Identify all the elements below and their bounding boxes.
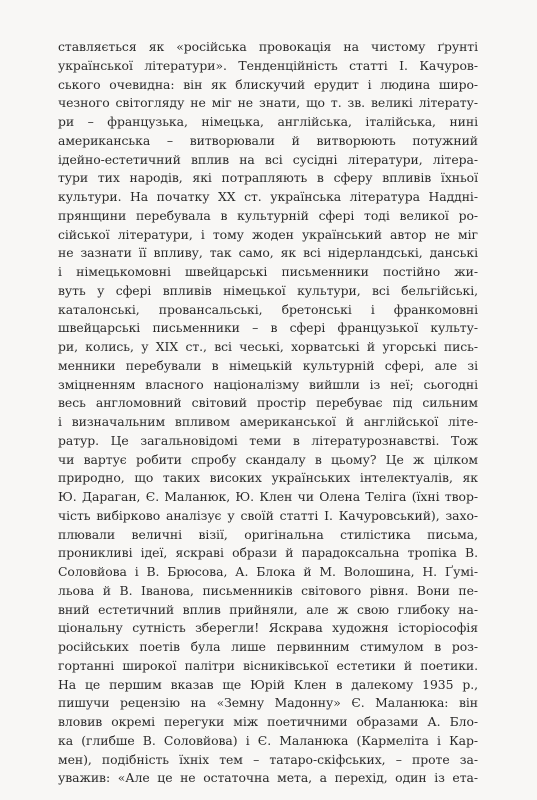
text-line: і німецькомовні швейцарські письменники постійно жи- bbox=[58, 264, 478, 279]
text-line: пишучи рецензію на «Земну Мадонну» Є. Маланюка: він bbox=[58, 695, 478, 711]
text-line: тури тих народів, які потрапляють в сферу впливів їхньої bbox=[58, 170, 478, 186]
text-line: ставляється як «російська провокація на чистому ґрунті bbox=[58, 39, 478, 54]
text-line: вний естетичний вплив прийняли, але ж свою глибоку на- bbox=[58, 601, 478, 617]
text-line: російських поетів була лише первинним стимулом в роз- bbox=[58, 639, 478, 654]
text-line: проникливі ідеї, яскраві образи й парадоксальна тропіка В. bbox=[58, 545, 478, 561]
text-line: чи вартує робити спробу скандалу в цьому? Це ж цілком bbox=[58, 451, 478, 467]
text-line: не зазнати її впливу, так само, як всі нідерландські, данські bbox=[58, 245, 478, 261]
text-line: Ю. Дараган, Є. Маланюк, Ю. Клен чи Олена Теліга (їхні твор- bbox=[58, 489, 478, 504]
text-line: американська – витворювали й витворюють потужний bbox=[58, 132, 478, 148]
body-text bbox=[58, 38, 478, 788]
text-line: весь англомовний світовий простір перебуває під сильним bbox=[58, 395, 478, 411]
text-line: природно, що таких високих українських інтелектуалів, як bbox=[58, 470, 478, 486]
text-line: мен), подібність їхніх тем – татаро-скіфських, – проте за- bbox=[58, 751, 478, 767]
text-line: української літератури». Тенденційність статті І. Качуров- bbox=[58, 57, 478, 73]
text-line: культури. На початку ХХ ст. українська література Наддні- bbox=[58, 189, 478, 204]
text-line: менники перебували в німецькій культурній сфері, але зі bbox=[58, 357, 478, 373]
text-line: вуть у сфері впливів німецької культури, всі бельгійські, bbox=[58, 282, 478, 298]
text-line: На це першим вказав ще Юрій Клен в далекому 1935 р., bbox=[58, 676, 478, 692]
text-line: і визначальним впливом американської й англійської літе- bbox=[58, 414, 478, 429]
text-line: ціональну сутність зберегли! Яскрава художня історіософія bbox=[58, 620, 478, 636]
text-line: уважив: «Але це не остаточна мета, а перехід, один із ета- bbox=[58, 770, 478, 786]
text-line: гортанні широкої палітри вісниківської естетики й поетики. bbox=[58, 657, 478, 673]
text-line: каталонські, провансальські, бретонські і франкомовні bbox=[58, 301, 478, 317]
text-line: чезного світогляду не міг не знати, що т. зв. великі літерату- bbox=[58, 95, 478, 111]
text-line: зміцненням власного націоналізму вийшли із неї; сьогодні bbox=[58, 376, 478, 392]
text-line: ка (глибше В. Соловйова) і Є. Маланюка (Кармеліта і Кар- bbox=[58, 732, 478, 748]
text-line: ського очевидна: він як блискучий ерудит і людина широ- bbox=[58, 76, 478, 92]
text-line: ри, колись, у ХІХ ст., всі чеські, хорватські й угорські пись- bbox=[58, 339, 478, 354]
text-line: чість вибірково аналізує у своїй статті І. Качуровський), захо- bbox=[58, 507, 478, 523]
text-line: льова й В. Іванова, письменників світового рівня. Вони пе- bbox=[58, 582, 478, 598]
text-line: прянщини перебувала в культурній сфері тодi великої ро- bbox=[58, 207, 478, 223]
text-line: ідейно-естетичний вплив на всі сусідні літератури, літера- bbox=[58, 151, 478, 167]
text-line: сійської літератури, і тому жоден український автор не міг bbox=[58, 226, 478, 242]
text-line: вловив окремі перегуки між поетичними образами А. Бло- bbox=[58, 714, 478, 729]
text-line: плювали величні візії, оригінальна стилістика письма, bbox=[58, 526, 478, 542]
text-line: ри – французька, німецька, англійська, італійська, нині bbox=[58, 114, 478, 129]
text-line: Соловйова і В. Брюсова, А. Блока й М. Волошина, Н. Ґумі- bbox=[58, 564, 478, 579]
text-line: швейцарські письменники – в сфері французької культу- bbox=[58, 320, 478, 336]
text-line: ратур. Це загальновідомі теми в літературознавстві. Тож bbox=[58, 432, 478, 448]
